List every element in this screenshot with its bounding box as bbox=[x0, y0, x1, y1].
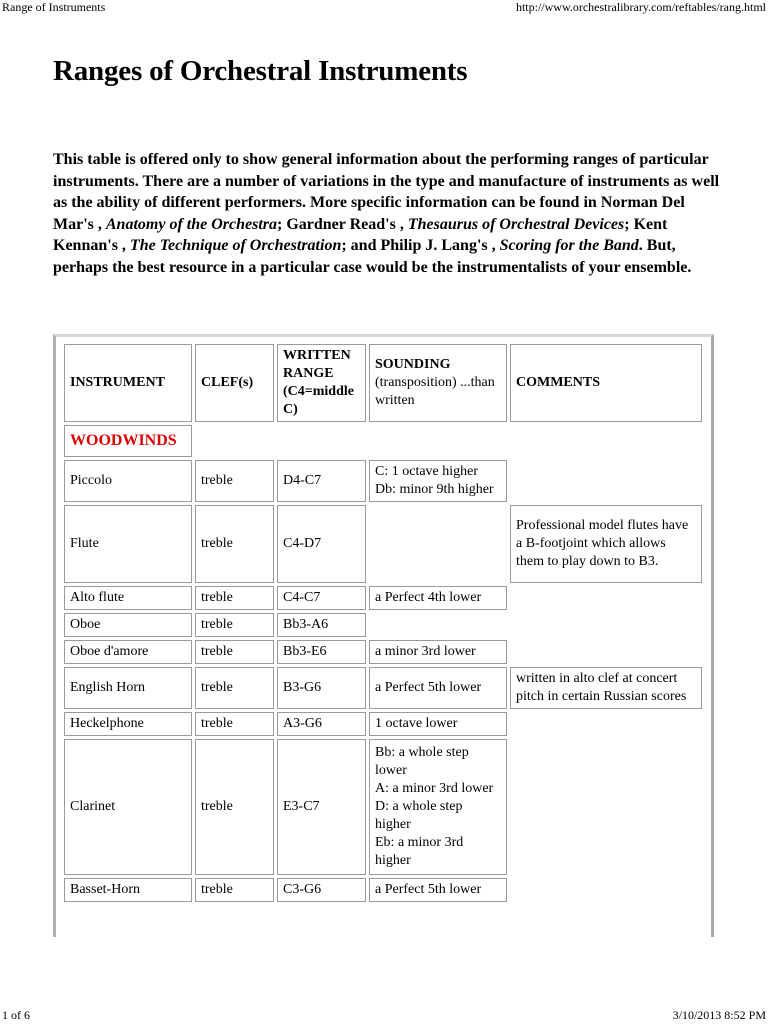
cell-range: B3-G6 bbox=[277, 667, 366, 709]
cell-sounding bbox=[369, 640, 507, 664]
print-footer-date: 3/10/2013 8:52 PM bbox=[672, 1008, 766, 1022]
sounding-line: Eb: a minor 3rd higher bbox=[375, 835, 464, 868]
intro-text-4: ; and Philip J. Lang's , bbox=[341, 237, 496, 254]
cell-range: C4-C7 bbox=[277, 586, 366, 610]
page-title: Ranges of Orchestral Instruments bbox=[53, 55, 468, 87]
cell-instrument: Oboe d'amore bbox=[64, 640, 192, 664]
cell-comments bbox=[510, 712, 702, 736]
header-written-range: WRITTEN RANGE (C4=middle C) bbox=[277, 344, 366, 422]
table-row bbox=[64, 505, 702, 583]
header-comments: COMMENTS bbox=[510, 344, 702, 422]
table-row bbox=[64, 640, 702, 664]
section-woodwinds: WOODWINDS bbox=[64, 425, 192, 457]
sounding-line: Db: minor 9th higher bbox=[375, 482, 494, 497]
print-footer-page: 1 of 6 bbox=[2, 1008, 30, 1022]
header-sounding bbox=[369, 344, 507, 422]
cell-sounding bbox=[369, 505, 507, 583]
cell-range: E3-C7 bbox=[277, 739, 366, 875]
cell-clef: treble bbox=[195, 712, 274, 736]
cell-comments bbox=[510, 460, 702, 502]
cell-comments bbox=[510, 586, 702, 610]
section-spacer bbox=[195, 425, 702, 457]
cell-sounding bbox=[369, 878, 507, 902]
header-sounding-sub: (transposition) ...than written bbox=[375, 375, 495, 408]
book-title-scoring: Scoring for the Band bbox=[499, 237, 639, 254]
cell-sounding bbox=[369, 712, 507, 736]
cell-sounding bbox=[369, 586, 507, 610]
table-row bbox=[64, 586, 702, 610]
cell-comments bbox=[510, 739, 702, 875]
table-header-row bbox=[64, 344, 702, 422]
sounding-line: a Perfect 4th lower bbox=[375, 590, 482, 605]
intro-paragraph bbox=[53, 149, 723, 278]
cell-sounding bbox=[369, 667, 507, 709]
book-title-anatomy: Anatomy of the Orchestra bbox=[105, 215, 277, 233]
intro-text-2: ; Gardner Read's , bbox=[277, 215, 404, 233]
cell-comments bbox=[510, 613, 702, 637]
cell-range: Bb3-E6 bbox=[277, 640, 366, 664]
cell-range: A3-G6 bbox=[277, 712, 366, 736]
cell-range: C3-G6 bbox=[277, 878, 366, 902]
table-row bbox=[64, 613, 702, 637]
header-clef: CLEF(s) bbox=[195, 344, 274, 422]
cell-instrument: Flute bbox=[64, 505, 192, 583]
cell-instrument: Basset-Horn bbox=[64, 878, 192, 902]
cell-clef: treble bbox=[195, 613, 274, 637]
ranges-table bbox=[61, 341, 705, 905]
sounding-line: a minor 3rd lower bbox=[375, 644, 476, 659]
intro-text-3: ; Kent Kennan's , bbox=[53, 215, 668, 254]
sounding-line: Bb: a whole step lower bbox=[375, 745, 469, 778]
sounding-line: a Perfect 5th lower bbox=[375, 680, 482, 695]
cell-sounding bbox=[369, 613, 507, 637]
cell-instrument: Alto flute bbox=[64, 586, 192, 610]
section-row bbox=[64, 425, 702, 457]
table-row bbox=[64, 878, 702, 902]
cell-range: Bb3-A6 bbox=[277, 613, 366, 637]
ranges-table-container bbox=[53, 334, 714, 937]
cell-comments: Professional model flutes have a B-footjoint which allows them to play down to B3. bbox=[510, 505, 702, 583]
print-header-title: Range of Instruments bbox=[2, 0, 106, 14]
cell-instrument: Oboe bbox=[64, 613, 192, 637]
table-row bbox=[64, 739, 702, 875]
cell-instrument: English Horn bbox=[64, 667, 192, 709]
cell-sounding bbox=[369, 739, 507, 875]
header-instrument: INSTRUMENT bbox=[64, 344, 192, 422]
cell-clef: treble bbox=[195, 640, 274, 664]
cell-comments bbox=[510, 878, 702, 902]
cell-clef: treble bbox=[195, 586, 274, 610]
cell-clef: treble bbox=[195, 878, 274, 902]
sounding-line: C: 1 octave higher bbox=[375, 464, 479, 479]
sounding-line: a Perfect 5th lower bbox=[375, 882, 482, 897]
cell-comments: written in alto clef at concert pitch in certain Russian scores bbox=[510, 667, 702, 709]
sounding-line: A: a minor 3rd lower bbox=[375, 781, 494, 796]
cell-clef: treble bbox=[195, 460, 274, 502]
sounding-line: D: a whole step higher bbox=[375, 799, 463, 832]
intro-text-5: . But, perhaps the best resource in a particular case would be the instrumentalists of your ensemble. bbox=[53, 237, 692, 276]
table-row bbox=[64, 460, 702, 502]
cell-instrument: Clarinet bbox=[64, 739, 192, 875]
cell-sounding bbox=[369, 460, 507, 502]
cell-instrument: Heckelphone bbox=[64, 712, 192, 736]
intro-text-1: This table is offered only to show general information about the performing ranges of particular instruments. There are a number of variations in the type and manufacture of instruments as well as the ability of different performers. More specific information can be found in Norman Del Mar's , bbox=[53, 151, 720, 233]
cell-range: D4-C7 bbox=[277, 460, 366, 502]
table-row bbox=[64, 667, 702, 709]
book-title-thesaurus: Thesaurus of Orchestral Devices bbox=[407, 215, 625, 233]
cell-clef: treble bbox=[195, 667, 274, 709]
cell-range: C4-D7 bbox=[277, 505, 366, 583]
cell-comments bbox=[510, 640, 702, 664]
table-row bbox=[64, 712, 702, 736]
cell-clef: treble bbox=[195, 739, 274, 875]
book-title-technique: The Technique of Orchestration bbox=[129, 237, 342, 254]
sounding-line: 1 octave lower bbox=[375, 716, 458, 731]
cell-clef: treble bbox=[195, 505, 274, 583]
header-sounding-title: SOUNDING bbox=[375, 357, 451, 372]
cell-instrument: Piccolo bbox=[64, 460, 192, 502]
print-header-url: http://www.orchestralibrary.com/reftables/rang.html bbox=[515, 0, 766, 14]
